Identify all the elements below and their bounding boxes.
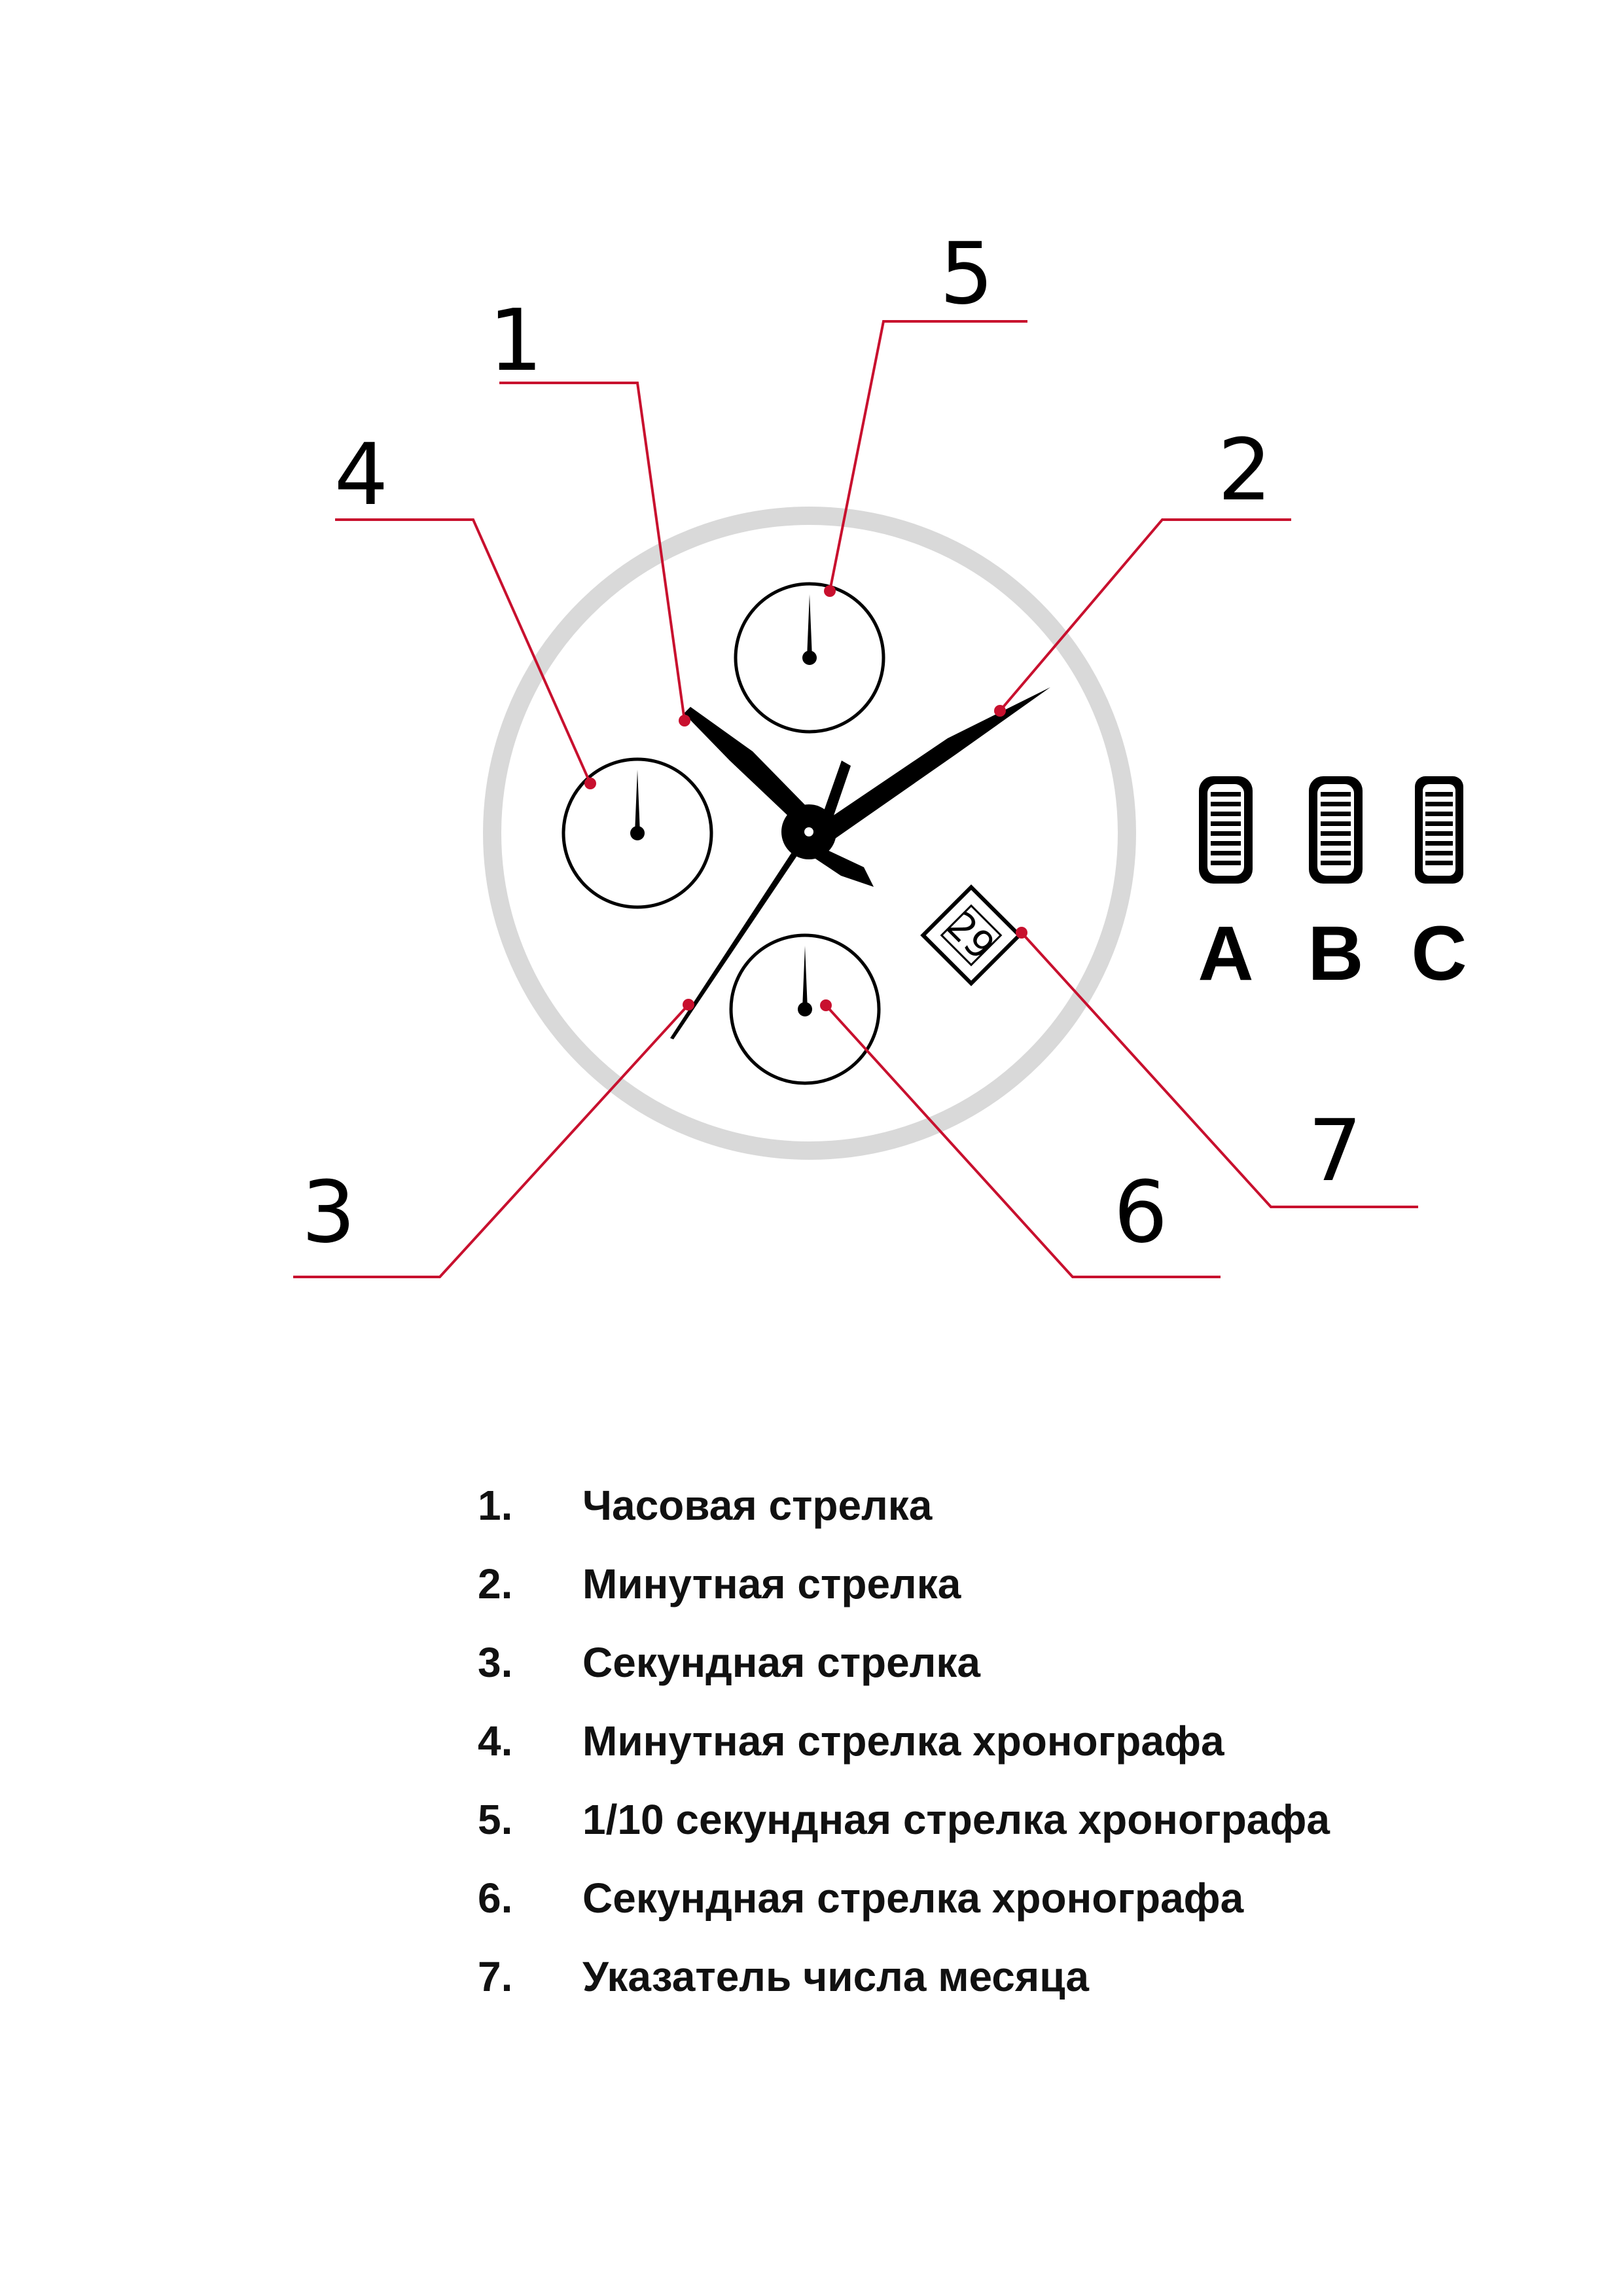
- callout-number-7: 7: [1308, 1101, 1363, 1200]
- legend-number: 4.: [478, 1717, 513, 1765]
- callout-number-4: 4: [334, 425, 389, 524]
- legend-item: [478, 1545, 1330, 1623]
- crown-position-c-icon: [1415, 776, 1463, 884]
- legend-text: Минутная стрелка хронографа: [582, 1717, 1224, 1765]
- legend-item: [478, 1702, 1330, 1780]
- legend-number: 2.: [478, 1560, 513, 1607]
- callout-number-3: 3: [301, 1162, 356, 1262]
- legend-text: Часовая стрелка: [582, 1482, 933, 1529]
- crown-label-c: C: [1411, 910, 1467, 997]
- leader-dot-4: [584, 778, 596, 789]
- legend-list: [478, 1466, 1330, 2016]
- leader-dot-5: [824, 585, 836, 597]
- legend-item: [478, 1859, 1330, 1937]
- legend-text: Секундная стрелка хронографа: [582, 1874, 1244, 1922]
- legend-item: [478, 1466, 1330, 1545]
- leader-dot-3: [683, 999, 694, 1011]
- callout-number-2: 2: [1217, 420, 1272, 520]
- crown-position-a-icon: [1199, 776, 1253, 884]
- subdial-tenth-seconds: [736, 584, 883, 732]
- legend-number: 5.: [478, 1796, 513, 1843]
- callout-number-5: 5: [939, 224, 994, 323]
- leader-dot-2: [994, 705, 1006, 717]
- legend-item: [478, 1780, 1330, 1859]
- legend-text: Указатель числа месяца: [582, 1953, 1089, 2000]
- legend-text: 1/10 секундная стрелка хронографа: [582, 1796, 1330, 1843]
- legend-number: 3.: [478, 1639, 513, 1686]
- legend-text: Минутная стрелка: [582, 1560, 961, 1607]
- crown-label-b: B: [1308, 910, 1364, 997]
- legend-item: [478, 1937, 1330, 2016]
- callout-number-6: 6: [1113, 1162, 1168, 1262]
- leader-dot-1: [679, 715, 690, 726]
- date-value: 29: [938, 903, 1004, 969]
- crown-position-b-icon: [1309, 776, 1363, 884]
- leader-dot-6: [820, 999, 832, 1011]
- crown-label-a: A: [1198, 910, 1254, 997]
- leader-dot-7: [1016, 927, 1027, 939]
- legend-item: [478, 1623, 1330, 1702]
- legend-number: 6.: [478, 1874, 513, 1922]
- legend-number: 7.: [478, 1953, 513, 2000]
- callout-number-1: 1: [488, 291, 543, 390]
- subdial-chrono-seconds: [731, 935, 879, 1083]
- legend-number: 1.: [478, 1482, 513, 1529]
- legend-text: Секундная стрелка: [582, 1639, 980, 1686]
